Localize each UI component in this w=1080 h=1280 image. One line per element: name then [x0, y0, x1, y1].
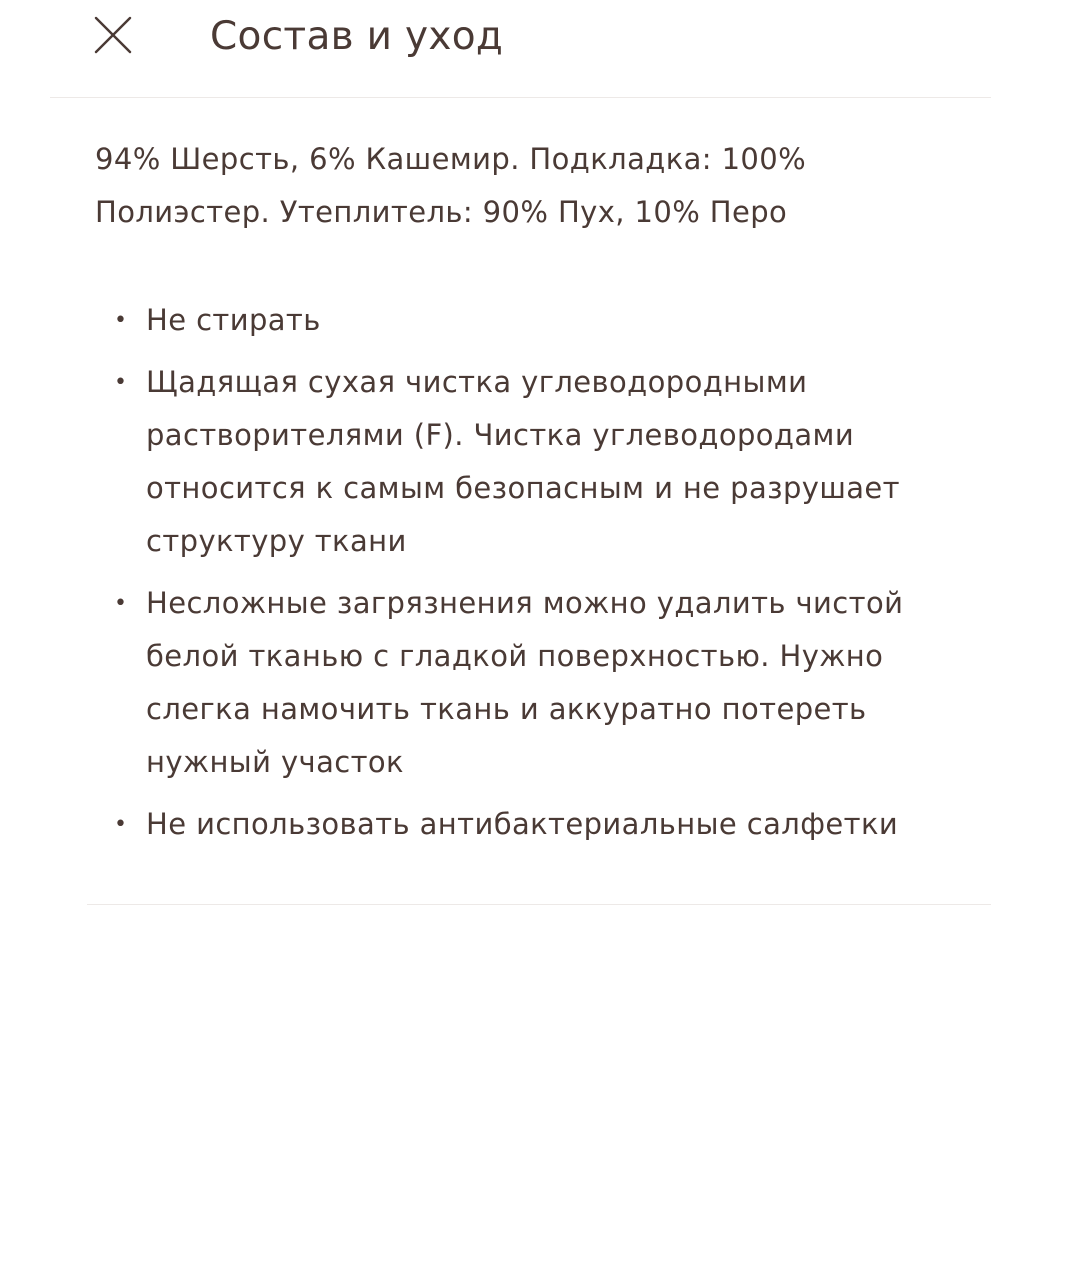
care-item-text: Не стирать [146, 303, 321, 337]
care-item-text: Щадящая сухая чистка углеводородными растворителями (F). Чистка углеводородами относится к самым безопасным и не разрушает структуру ткани [146, 365, 900, 558]
page-title: Состав и уход [210, 14, 504, 59]
section-divider [87, 904, 991, 905]
bullet: • [114, 370, 128, 395]
bullet: • [114, 591, 128, 616]
close-button[interactable] [88, 10, 140, 62]
header-divider [50, 97, 991, 98]
care-item-text: Не использовать антибактериальные салфетки [146, 807, 899, 841]
composition-text: 94% Шерсть, 6% Кашемир. Подкладка: 100% Полиэстер. Утеплитель: 90% Пух, 10% Перо [95, 142, 807, 229]
care-item [0, 798, 966, 851]
care-item-text: Несложные загрязнения можно удалить чистой белой тканью с гладкой поверхностью. Нужно слегка намочить ткань и аккуратно потереть нужный участок [146, 586, 904, 779]
care-item [0, 577, 966, 789]
close-icon [88, 10, 140, 62]
care-item [0, 294, 966, 347]
care-item [0, 356, 966, 568]
bullet: • [114, 812, 128, 837]
header [0, 0, 1080, 98]
bullet: • [114, 308, 128, 333]
care-instructions-list [0, 294, 1000, 860]
